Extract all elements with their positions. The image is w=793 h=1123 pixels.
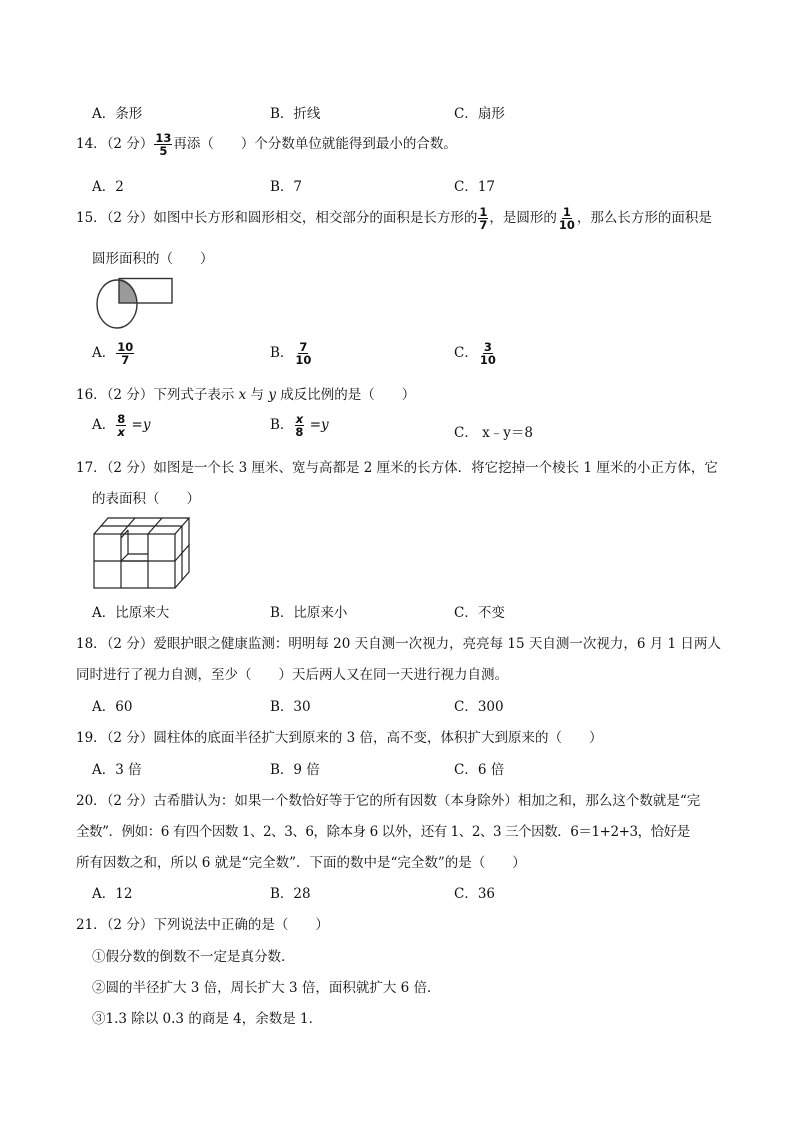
q14-option-c: C．17 (454, 179, 496, 195)
question-score: （2 分） (106, 136, 154, 153)
cuboid-figure (92, 514, 192, 590)
question-score: （2 分） (106, 793, 154, 809)
question-number: 19． (76, 730, 107, 746)
question-15-line2: 圆形面积的（ ） (92, 251, 214, 267)
q16-option-a (92, 413, 151, 438)
q18-option-a: A．60 (92, 699, 133, 715)
q19-option-a: A．3 倍 (92, 762, 142, 778)
frac-numerator: 8 (117, 412, 126, 426)
question-14 (76, 132, 457, 157)
question-19 (76, 726, 603, 746)
q18-option-c: C．300 (454, 699, 504, 715)
question-score: （2 分） (106, 917, 154, 933)
frac-numerator: 1 (479, 205, 488, 219)
frac-denominator: 5 (159, 144, 168, 159)
frac-denominator: 7 (479, 218, 488, 233)
question-text-c: 成反比例的是（ ） (275, 387, 416, 403)
question-text: 再添（ ）个分数单位就能得到最小的合数。 (173, 136, 457, 153)
question-17-line2: 的表面积（ ） (92, 491, 200, 507)
question-score: （2 分） (106, 460, 154, 476)
question-text-a: 如图中长方形和圆形相交，相交部分的面积是长方形的 (153, 210, 478, 227)
variable-y: y (268, 387, 276, 403)
q13-option-a: A．条形 (92, 106, 143, 122)
option-label: A． (92, 345, 116, 362)
frac-numerator: 13 (155, 131, 172, 145)
question-text-a: 下列式子表示 (153, 387, 239, 403)
q18-option-b: B．30 (270, 699, 311, 715)
question-text: 爱眼护眼之健康监测：明明每 20 天自测一次视力，亮亮每 15 天自测一次视力，6 月 1 日两人 (153, 636, 721, 652)
frac-denominator: 7 (121, 353, 130, 368)
q15-option-a (92, 341, 135, 366)
q17-option-c: C．不变 (454, 605, 505, 621)
question-number: 20． (76, 793, 107, 809)
question-number: 18． (76, 636, 107, 652)
question-text-c: ，那么长方形的面积是 (576, 210, 712, 227)
question-number: 14． (76, 136, 107, 153)
question-17 (76, 456, 718, 476)
frac-numerator: 3 (483, 340, 492, 354)
frac-denominator: 10 (295, 353, 312, 368)
option-label: B． (270, 345, 294, 362)
option-tail: =y (127, 417, 151, 434)
question-text: 如图是一个长 3 厘米、宽与高都是 2 厘米的长方体．将它挖掉一个棱长 1 厘米的小正方体，它 (153, 460, 718, 476)
frac-denominator: 10 (479, 353, 496, 368)
q21-statement-1: ①假分数的倒数不一定是真分数． (92, 949, 295, 965)
circle-shape (97, 280, 137, 328)
question-18 (76, 632, 721, 652)
question-18-line2: 同时进行了视力自测，至少（ ）天后两人又在同一天进行视力自测。 (76, 667, 508, 683)
fraction-13-5 (154, 132, 172, 157)
question-20 (76, 789, 700, 809)
q15-option-c (454, 341, 498, 366)
fraction-1-10 (558, 206, 576, 231)
option-fraction (294, 341, 312, 366)
option-label: B． (270, 417, 294, 434)
q17-option-b: B．比原来小 (270, 605, 348, 621)
question-number: 21． (76, 917, 107, 933)
frac-numerator: 1 (562, 205, 571, 219)
q13-option-c: C．扇形 (454, 106, 505, 122)
frac-denominator: x (117, 425, 125, 440)
question-21 (76, 913, 329, 933)
q16-option-b (270, 413, 329, 438)
frac-numerator: 10 (117, 340, 134, 354)
frac-numerator: x (295, 412, 304, 426)
question-number: 17． (76, 460, 107, 476)
question-16 (76, 383, 415, 403)
fraction-1-7 (478, 206, 488, 231)
question-text: 下列说法中正确的是（ ） (153, 917, 329, 933)
variable-x: x (238, 387, 247, 403)
frac-denominator: 8 (295, 425, 304, 440)
q14-option-b: B．7 (270, 179, 303, 195)
frac-denominator: 10 (558, 218, 575, 233)
q15-option-b (270, 341, 313, 366)
q20-option-a: A．12 (92, 886, 133, 902)
question-text-b: ，是圆形的 (489, 210, 557, 227)
question-score: （2 分） (106, 636, 154, 652)
option-tail: =y (305, 417, 329, 434)
option-label: C． (454, 345, 478, 362)
option-fraction (479, 341, 497, 366)
q17-option-a: A．比原来大 (92, 605, 170, 621)
circle-rectangle-figure (94, 277, 178, 331)
question-15 (76, 206, 712, 231)
question-number: 16． (76, 387, 107, 403)
question-score: （2 分） (106, 387, 154, 403)
option-fraction (116, 413, 126, 438)
q16-option-c: C． x﹣y＝8 (454, 425, 533, 441)
q21-statement-3: ③1.3 除以 0.3 的商是 4，余数是 1． (92, 1011, 323, 1027)
option-fraction (116, 341, 134, 366)
question-score: （2 分） (106, 730, 154, 746)
q13-option-b: B．折线 (270, 106, 321, 122)
option-label: A． (92, 417, 116, 434)
q20-option-c: C．36 (454, 886, 496, 902)
q14-option-a: A．2 (92, 179, 124, 195)
q21-statement-2: ②圆的半径扩大 3 倍，周长扩大 3 倍，面积就扩大 6 倍． (92, 980, 441, 996)
option-fraction (294, 413, 304, 438)
q19-option-b: B．9 倍 (270, 762, 320, 778)
q19-option-c: C．6 倍 (454, 762, 505, 778)
question-20-line2: 全数”．例如：6 有四个因数 1、2、3、6，除本身 6 以外，还有 1、2、3 三个因数．6＝1+2+3，恰好是 (76, 824, 690, 840)
frac-numerator: 7 (299, 340, 308, 354)
question-text: 古希腊认为：如果一个数恰好等于它的所有因数（本身除外）相加之和，那么这个数就是“完 (153, 793, 701, 809)
question-number: 15． (76, 210, 107, 227)
question-text: 圆柱体的底面半径扩大到原来的 3 倍，高不变，体积扩大到原来的（ ） (153, 730, 603, 746)
question-score: （2 分） (106, 210, 154, 227)
question-20-line3: 所有因数之和，所以 6 就是“完全数”．下面的数中是“完全数”的是（ ） (76, 855, 526, 871)
q20-option-b: B．28 (270, 886, 311, 902)
question-text-b: 与 (246, 387, 269, 403)
